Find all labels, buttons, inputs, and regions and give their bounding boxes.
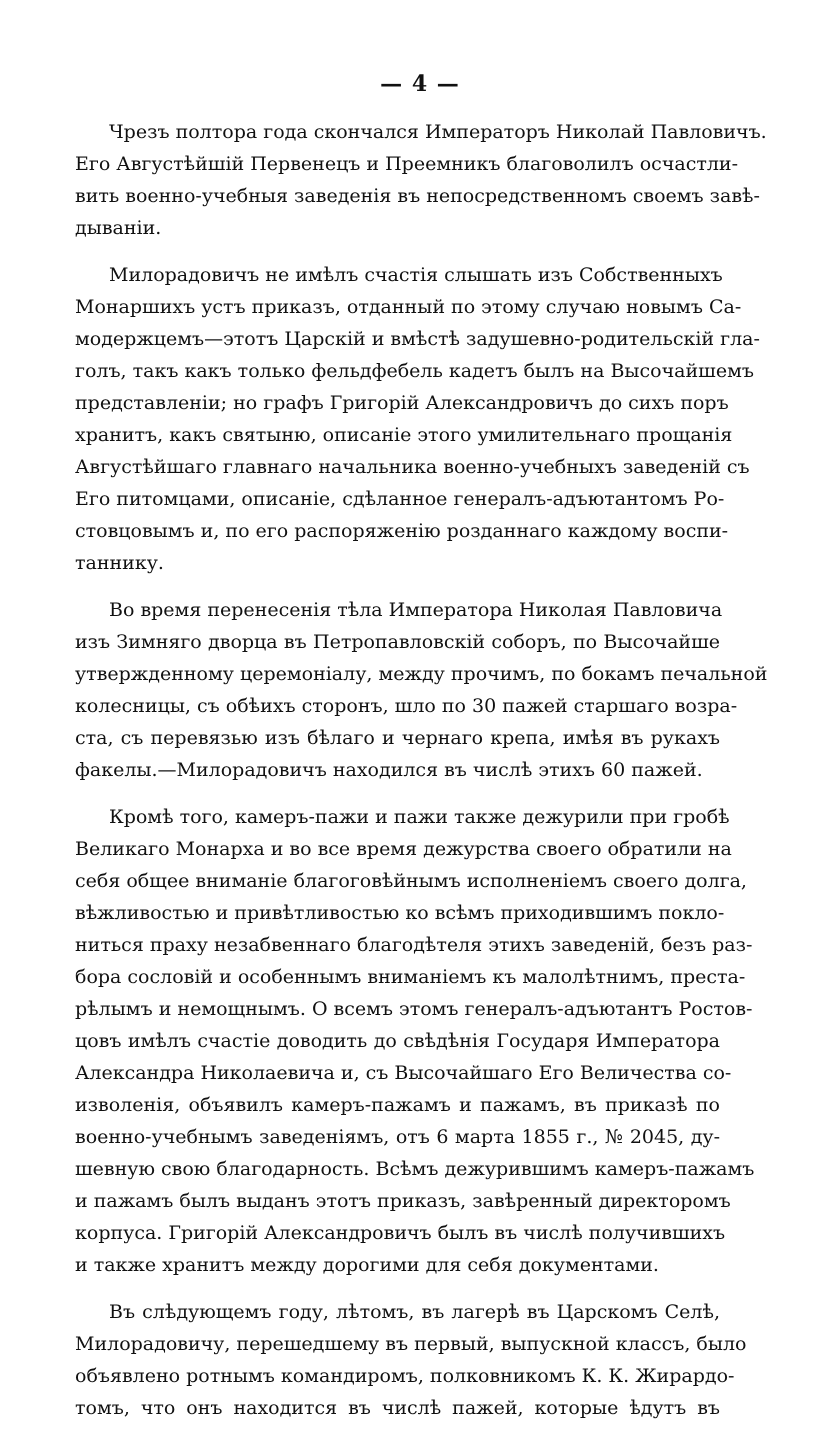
body-text — [75, 116, 768, 1439]
text-line: колесницы, съ обѣихъ сторонъ, шло по 30 пажей старшаго возра- — [75, 695, 738, 717]
text-line: ниться праху незабвеннаго благодѣтеля этихъ заведеній, безъ раз- — [75, 934, 753, 956]
text-line: себя общее вниманіе благоговѣйнымъ исполненіемъ своего долга, — [75, 870, 747, 892]
text-line: Кромѣ того, камеръ-пажи и пажи также дежурили при гробѣ — [109, 806, 730, 828]
text-line: изъ Зимняго дворца въ Петропавловскій соборъ, по Высочайше — [75, 631, 720, 653]
text-line: изволенія, объявилъ камеръ-пажамъ и пажамъ, въ приказѣ по — [75, 1094, 720, 1116]
text-line: Чрезъ полтора года скончался Императоръ Николай Павловичъ. — [109, 121, 767, 143]
text-line: военно-учебнымъ заведеніямъ, отъ 6 марта 1855 г., № 2045, ду- — [75, 1126, 720, 1148]
text-line: вѣжливостью и привѣтливостью ко всѣмъ приходившимъ покло- — [75, 902, 725, 924]
text-line: корпуса. Григорій Александровичъ былъ въ числѣ получившихъ — [75, 1222, 726, 1244]
text-line: вить военно-учебныя заведенія въ непосредственномъ своемъ завѣ- — [75, 185, 760, 207]
paragraph-5 — [75, 1296, 747, 1424]
text-line: модержцемъ—этотъ Царскій и вмѣстѣ задушевно-родительскій гла- — [75, 328, 760, 350]
text-line: и также хранитъ между дорогими для себя документами. — [75, 1254, 659, 1276]
paragraph-3 — [75, 594, 768, 786]
page-number: — 4 — — [380, 71, 460, 97]
text-line: Во время перенесенія тѣла Императора Николая Павловича — [109, 599, 723, 621]
text-line: таннику. — [75, 552, 164, 574]
text-line: Александра Николаевича и, съ Высочайшаго Его Величества со- — [75, 1062, 732, 1084]
text-line: утвержденному церемоніалу, между прочимъ, по бокамъ печальной — [75, 663, 768, 685]
text-line: шевную свою благодарность. Всѣмъ дежурившимъ камеръ-пажамъ — [75, 1158, 755, 1180]
text-line: голъ, такъ какъ только фельдфебель кадетъ былъ на Высочайшемъ — [75, 360, 754, 382]
text-line: Великаго Монарха и во все время дежурства своего обратили на — [75, 838, 732, 860]
text-line: Августѣйшаго главнаго начальника военно-учебныхъ заведеній съ — [75, 456, 750, 478]
text-line: цовъ имѣлъ счастіе доводить до свѣдѣнія Государя Императора — [75, 1030, 720, 1052]
text-line: представленіи; но графъ Григорій Александровичъ до сихъ поръ — [75, 392, 729, 414]
text-line: объявлено ротнымъ командиромъ, полковникомъ К. К. Жирардо- — [75, 1365, 735, 1387]
text-line: хранитъ, какъ святыню, описаніе этого умилительнаго прощанія — [75, 424, 733, 446]
text-line: Милорадовичъ не имѣлъ счастія слышать изъ Собственныхъ — [109, 264, 723, 286]
paragraph-2 — [75, 259, 760, 579]
text-line: дываніи. — [75, 217, 162, 239]
text-line: факелы.—Милорадовичъ находился въ числѣ этихъ 60 пажей. — [75, 759, 703, 781]
paragraph-1 — [75, 116, 767, 244]
text-line: и пажамъ былъ выданъ этотъ приказъ, завѣренный директоромъ — [75, 1190, 731, 1212]
text-line: томъ, что онъ находится въ числѣ пажей, которые ѣдутъ въ — [75, 1397, 720, 1419]
text-line: бора сословій и особеннымъ вниманіемъ къ малолѣтнимъ, преста- — [75, 966, 746, 988]
text-line: Въ слѣдующемъ году, лѣтомъ, въ лагерѣ въ Царскомъ Селѣ, — [109, 1301, 720, 1323]
text-line: Милорадовичу, перешедшему въ первый, выпускной классъ, было — [75, 1333, 747, 1355]
text-line: рѣлымъ и немощнымъ. О всемъ этомъ генералъ-адъютантъ Ростов- — [75, 998, 753, 1020]
text-line: ста, съ перевязью изъ бѣлаго и чернаго крепа, имѣя въ рукахъ — [75, 727, 720, 749]
text-line: стовцовымъ и, по его распоряженію розданнаго каждому воспи- — [75, 520, 729, 542]
text-line: Монаршихъ устъ приказъ, отданный по этому случаю новымъ Са- — [75, 296, 742, 318]
text-line: Его Августѣйшій Первенецъ и Преемникъ благоволилъ осчастли- — [75, 153, 739, 175]
text-line: Его питомцами, описаніе, сдѣланное генералъ-адъютантомъ Ро- — [75, 488, 725, 510]
paragraph-4 — [75, 801, 755, 1281]
